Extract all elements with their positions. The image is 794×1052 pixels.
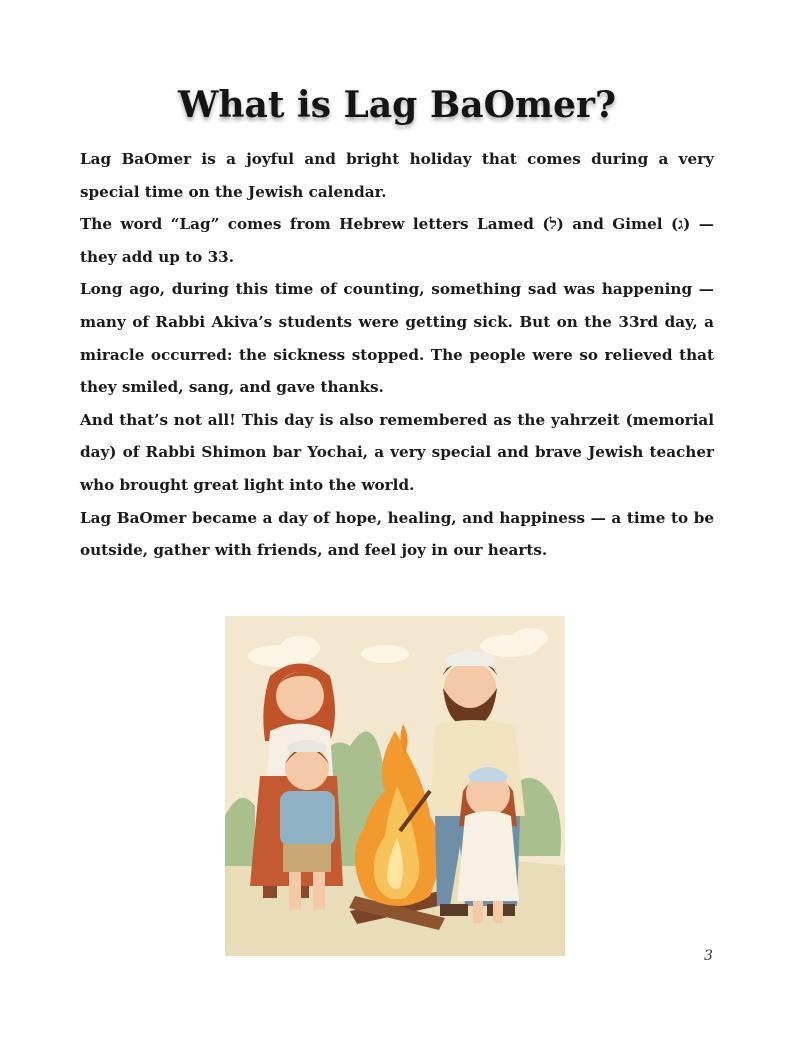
paragraph-conclusion: Lag BaOmer became a day of hope, healing, and happiness — a time to be outside, gather with friends, and feel joy in our hearts. <box>80 508 714 560</box>
page-number: 3 <box>704 948 713 964</box>
page-title: What is Lag BaOmer? <box>177 84 617 126</box>
paragraph-rabbi-akiva: Long ago, during this time of counting, something sad was happening — many of Rabbi Akiva’s students were getting sick. But on the 33rd day, a miracle occurred: the sickness stopped. The people were so relieved that they smiled, sang, and gave thanks. <box>80 280 714 397</box>
body-text <box>80 143 714 567</box>
paragraph-rabbi-shimon: And that’s not all! This day is also remembered as the yahrzeit (memorial day) of Rabbi Shimon bar Yochai, a very special and brave Jewish teacher who brought great light into the world. <box>80 410 714 494</box>
girl-figure <box>457 767 519 923</box>
paragraph-lag-meaning: The word “Lag” comes from Hebrew letters Lamed (ל) and Gimel (ג) — they add up to 33. <box>80 215 714 266</box>
family-bonfire-illustration <box>225 616 565 956</box>
paragraph-intro: Lag BaOmer is a joyful and bright holiday that comes during a very special time on the Jewish calendar. <box>80 150 714 201</box>
